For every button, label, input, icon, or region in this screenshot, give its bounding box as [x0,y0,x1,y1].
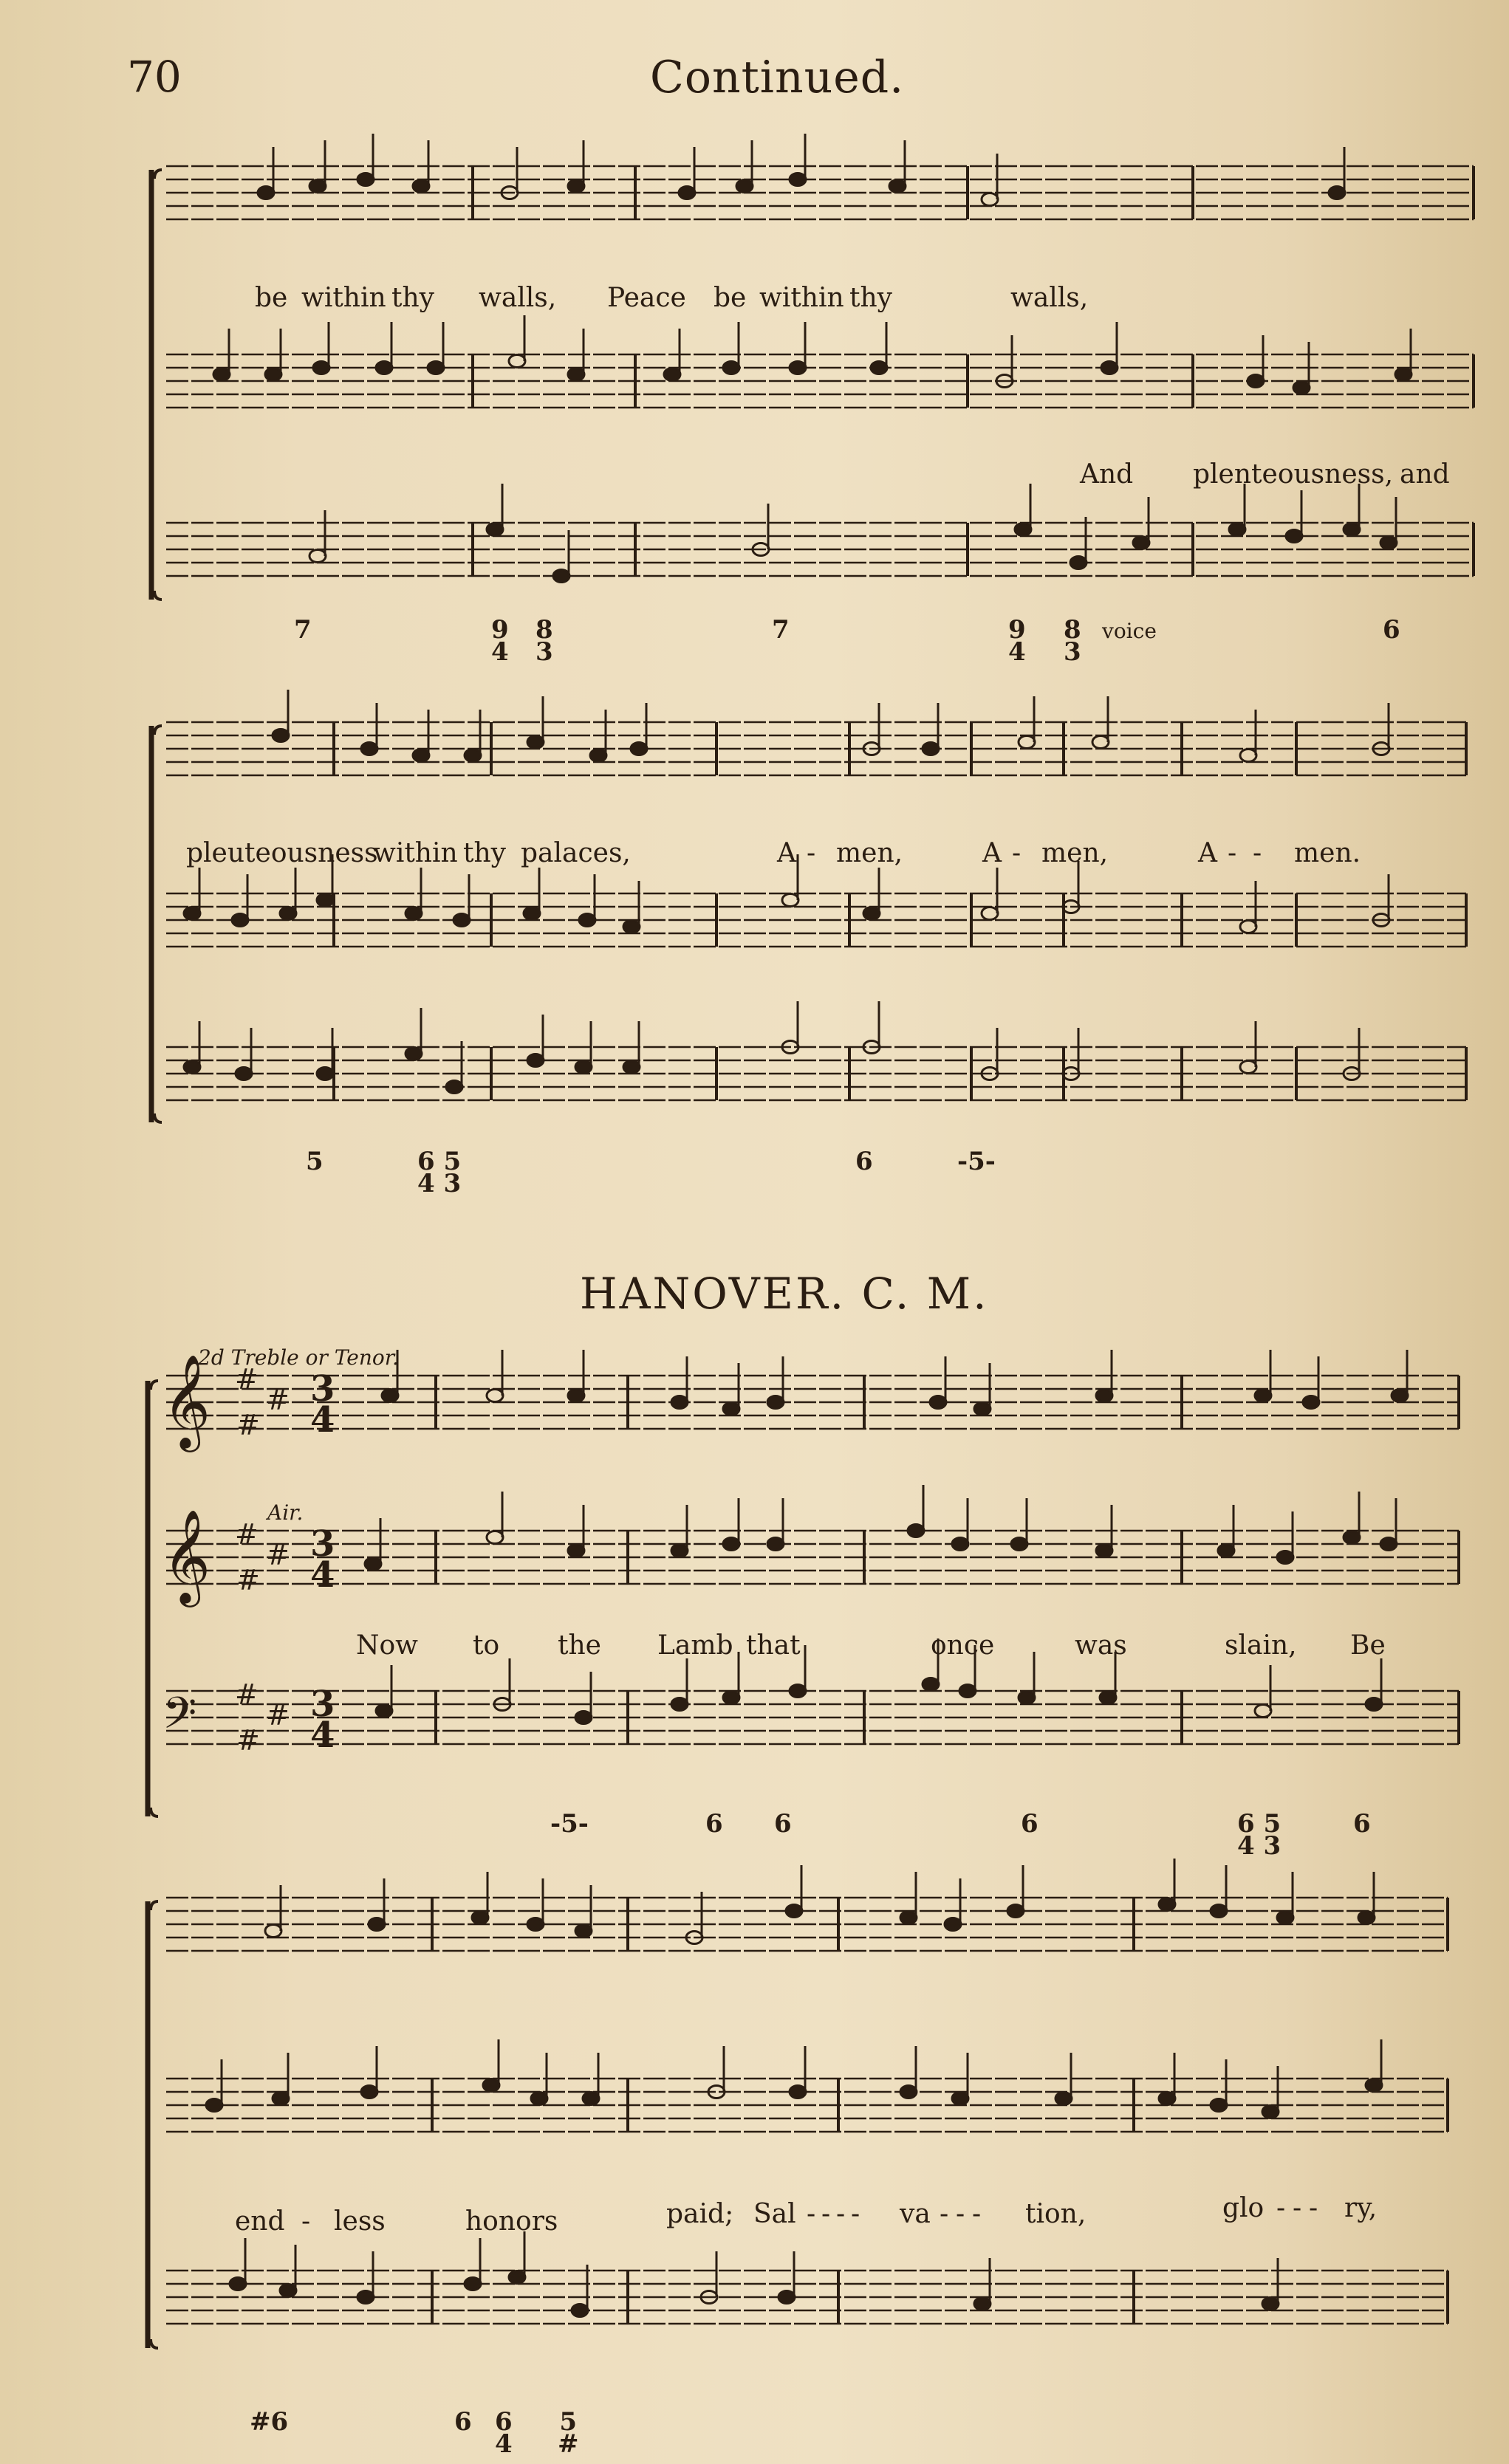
note-head [258,187,274,199]
lyric-word: A [982,838,1002,868]
note-head [376,362,392,374]
sharp-icon: # [236,1724,260,1757]
note-head [1303,1396,1319,1409]
note-head [1055,2093,1072,2105]
note-head [790,362,806,374]
sharp-icon: # [266,1699,290,1732]
note-head [930,1396,946,1409]
note-head [723,1538,739,1551]
lyric-word: slain, [1225,1630,1297,1661]
note-head [524,907,540,920]
note-head [313,362,329,374]
note-head [1329,187,1345,199]
note-head [786,1905,802,1918]
note-head [357,174,374,186]
note-head [952,2093,968,2105]
figured-bass: #6 [250,2407,289,2437]
lyric-word: palaces, [521,838,631,868]
note-head [982,907,998,920]
note-head [568,368,584,381]
note-head [664,368,680,381]
lyric-word: pleuteousness [186,838,378,868]
lyric-word: - [851,2199,860,2229]
note-head [1211,1905,1227,1918]
figured-bass: 8 3 [535,615,553,667]
lyric-word: A [1198,838,1217,868]
note-head [568,1390,584,1402]
lyric-word: thy [391,283,434,313]
lyric-word: - [1228,838,1237,868]
note-head [365,1558,381,1571]
figured-bass: 6 [1021,1809,1038,1839]
note-head [631,743,647,755]
note-head [317,1068,333,1080]
note-head [1366,2079,1382,2092]
treble-clef-icon: 𝄞 [162,1509,211,1603]
note-head [280,2285,296,2297]
note-head [863,907,880,920]
note-head [232,914,248,927]
lyric-word: plenteousness, [1193,459,1394,490]
note-head [945,1918,961,1931]
figured-bass: 6 [1353,1809,1371,1839]
note-head [1255,1390,1271,1402]
note-head [553,570,569,583]
treble-clef-icon: 𝄞 [162,1353,211,1448]
lyric-word: paid; [666,2199,734,2229]
note-head [923,1678,939,1691]
brace-icon [154,726,162,1122]
note-head [1229,524,1245,536]
note-head [575,1712,592,1724]
lyric-word: - [807,838,816,868]
note-head [723,1403,739,1415]
note-head [1380,537,1397,549]
figured-bass: 6 5 4 3 [1237,1809,1282,1861]
lyric-word: Lamb [657,1630,733,1661]
sharp-icon: # [236,1409,260,1441]
lyric-word: va [900,2199,931,2229]
note-head [280,907,296,920]
sharp-icon: # [266,1384,290,1416]
voice-label-air: Air. [267,1500,304,1525]
brace-icon [151,1901,158,2348]
note-head [1358,1912,1375,1924]
lyric-word: thy [849,283,892,313]
lyric-word: be [714,283,747,313]
note-head [982,193,998,206]
note-head [767,1396,784,1409]
lyric-word: men, [836,838,903,868]
lyric-word: ry, [1344,2193,1378,2223]
note-head [1255,1705,1271,1717]
note-head [679,187,695,199]
figured-bass: 9 4 [1008,615,1026,667]
note-head [974,2298,990,2310]
note-head [428,362,444,374]
note-head [1019,736,1035,749]
note-head [1240,749,1256,762]
note-head [1344,524,1360,536]
lyric-word: once [931,1630,995,1661]
figured-bass: -5- [957,1147,996,1176]
note-head [413,180,429,193]
note-head [273,2093,289,2105]
running-title: Continued. [650,52,905,103]
note-head [487,1531,503,1544]
lyric-word: Be [1350,1630,1386,1661]
note-head [790,1685,806,1698]
note-head [527,736,544,749]
bass-clef-icon: 𝄢 [162,1687,197,1749]
note-head [213,368,230,381]
lyric-word: Now [356,1630,418,1661]
brace-icon [151,1381,158,1816]
note-head [1248,375,1264,388]
brace-icon [154,170,162,600]
note-head [1366,1698,1382,1711]
lyric-word: that [746,1630,801,1661]
note-head [889,180,906,193]
note-head [317,894,333,907]
note-head [509,2271,525,2284]
lyric-word: men, [1041,838,1109,868]
note-head [1380,1538,1397,1551]
figured-bass: 5 # [558,2407,579,2459]
figured-bass: 7 [294,615,312,645]
note-head [959,1685,976,1698]
note-head [465,2278,481,2290]
note-head [230,2278,246,2290]
lyric-word: And [1080,459,1134,490]
sharp-icon: # [266,1539,290,1571]
note-head [376,1705,392,1717]
note-head [579,914,595,927]
note-head [974,1403,990,1415]
note-head [723,362,739,374]
note-head [361,743,377,755]
note-head [465,749,481,762]
note-head [623,1061,640,1074]
page-number: 70 [127,52,182,102]
note-head [952,1538,968,1551]
lyric-word: - [1293,2193,1302,2223]
lyric-word: - [940,2199,949,2229]
note-head [1218,1545,1234,1557]
note-head [736,180,753,193]
note-head [265,368,281,381]
note-head [531,2093,547,2105]
note-head [1100,1692,1116,1704]
figured-bass: 6 [855,1147,873,1176]
time-signature-icon: 3 [310,1523,335,1565]
figured-bass: 6 5 4 3 [417,1147,462,1198]
note-head [790,174,806,186]
note-head [1262,2298,1279,2310]
note-head [671,1396,688,1409]
note-head [1395,368,1412,381]
note-head [487,524,503,536]
lyric-word: to [473,1630,500,1661]
lyric-word: - [1012,838,1022,868]
note-head [184,1061,200,1074]
note-head [527,1918,544,1931]
note-head [1293,382,1310,394]
lyric-word: honors [465,2206,558,2237]
note-head [483,2079,499,2092]
note-head [900,2086,917,2098]
figured-bass: 5 [306,1147,324,1176]
figured-bass: 9 4 [491,615,509,667]
note-head [369,1918,385,1931]
note-head [790,2086,806,2098]
note-head [487,1390,503,1402]
note-head [871,362,887,374]
note-head [527,1054,544,1067]
note-head [1211,2099,1227,2112]
lyric-word: walls, [1010,283,1089,313]
note-head [1096,1545,1112,1557]
note-head [1286,530,1302,543]
note-head [583,2093,599,2105]
note-head [1159,2093,1175,2105]
note-head [1392,1390,1408,1402]
lyric-word: end [235,2206,285,2237]
note-head [382,1390,398,1402]
lyric-word: - [1253,838,1262,868]
note-head [1015,524,1031,536]
lyric-word: - [301,2206,311,2237]
note-head [575,1925,592,1938]
lyric-word: be [255,283,288,313]
note-head [1277,1551,1293,1564]
note-head [575,1061,592,1074]
note-head [309,180,326,193]
note-head [361,2086,377,2098]
note-head [265,1925,281,1938]
sharp-icon: # [235,1518,259,1551]
lyric-word: walls, [479,283,557,313]
note-head [357,2291,374,2304]
time-signature-icon: 4 [310,1554,335,1596]
note-head [406,1048,422,1060]
note-head [446,1081,462,1094]
lyric-word: Peace [607,283,686,313]
note-head [779,2291,795,2304]
lyric-word: A [777,838,796,868]
sharp-icon: # [235,1363,259,1396]
note-head [1240,921,1256,933]
note-head [1133,537,1149,549]
time-signature-icon: 3 [310,1368,335,1410]
note-head [1277,1912,1293,1924]
note-head [568,180,584,193]
lyric-word: tion, [1025,2199,1087,2229]
note-head [782,894,798,907]
lyric-word: and [1400,459,1450,490]
time-signature-icon: 4 [310,1715,335,1756]
lyric-word: within [301,283,386,313]
note-head [623,921,640,933]
note-head [1011,1538,1027,1551]
note-head [671,1545,688,1557]
note-head [206,2099,222,2112]
note-head [236,1068,252,1080]
voice-label-tenor: 2d Treble or Tenor. [198,1345,399,1370]
note-head [1262,2106,1279,2118]
lyric-word: - [807,2199,816,2229]
lyric-word: Sal [753,2199,796,2229]
note-head [1092,736,1109,749]
note-head [273,730,289,742]
note-head [568,1545,584,1557]
note-head [184,907,200,920]
time-signature-icon: 3 [310,1684,335,1725]
figured-bass: 8 3 [1064,615,1081,667]
note-head [1096,1390,1112,1402]
note-head [1159,1898,1175,1911]
note-head [590,749,606,762]
note-head [309,550,326,563]
figured-bass: 6 [454,2407,472,2437]
figured-bass: 7 [772,615,790,645]
note-head [1019,1692,1035,1704]
lyric-word: - [836,2199,846,2229]
lyric-word: - [956,2199,965,2229]
sharp-icon: # [236,1564,260,1596]
tune-title: HANOVER. C. M. [580,1269,989,1319]
lyric-word: thy [463,838,506,868]
note-head [454,914,470,927]
lyric-word: - [821,2199,831,2229]
note-head [767,1538,784,1551]
figured-bass: 6 4 [495,2407,513,2459]
note-head [671,1698,688,1711]
figured-bass: 6 [705,1809,723,1839]
time-signature-icon: 4 [310,1399,335,1441]
lyric-word: glo [1222,2193,1265,2223]
note-head [1344,1531,1360,1544]
figured-bass: 6 [774,1809,792,1839]
voice-marking: voice [1102,619,1157,643]
lyric-word: was [1075,1630,1127,1661]
lyric-word: the [558,1630,601,1661]
note-head [1101,362,1118,374]
note-head [1007,1905,1024,1918]
lyric-word: men. [1294,838,1361,868]
note-head [908,1525,924,1537]
note-head [572,2305,588,2317]
note-head [406,907,422,920]
note-head [1240,1061,1256,1074]
lyric-word: within [759,283,844,313]
note-head [900,1912,917,1924]
lyric-word: less [334,2206,386,2237]
note-head [413,749,429,762]
note-head [509,355,525,368]
lyric-word: - [972,2199,982,2229]
sharp-icon: # [235,1678,259,1711]
note-head [472,1912,488,1924]
lyric-word: within [373,838,458,868]
figured-bass: 6 [1383,615,1400,645]
figured-bass: -5- [550,1809,589,1839]
note-head [1070,557,1087,569]
note-head [923,743,939,755]
note-head [723,1692,739,1704]
lyric-word: - [1309,2193,1318,2223]
lyric-word: - [1276,2193,1286,2223]
